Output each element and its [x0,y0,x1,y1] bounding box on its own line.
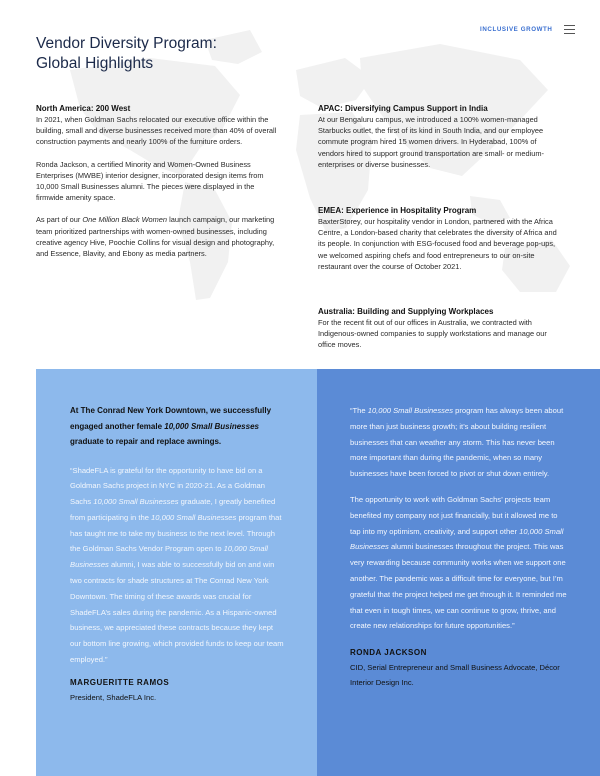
region-emea [318,205,558,272]
section-tag: INCLUSIVE GROWTH [480,26,553,33]
region-australia [318,306,558,351]
quote-paragraph: “The 10,000 Small Businesses program has always been about more than just business growth; it’s about building resilient businesses that can weather any storm. This has never been more important than during the pandemic, when so many businesses have been forced to pivot or shut down entirely. [350,406,564,479]
region-paragraph: For the recent fit out of our offices in Australia, we contracted with Indigenous-owned companies to supply workstations and manage our office moves. [318,318,547,350]
region-paragraph: As part of our One Million Black Women launch campaign, our marketing team prioritized partnerships with women-owned businesses, including creative agency Hive, Poochie Collins for visual design and photography, and Essence, Blavity, and Ebony as media partners. [36,215,275,259]
testimonial-panel-left [36,369,317,776]
region-heading: North America: 200 West [36,104,131,113]
testimonial-author-role: CID, Serial Entrepreneur and Small Business Advocate, Décor Interior Design Inc. [350,663,560,688]
testimonial-author-role: President, ShadeFLA Inc. [70,692,157,702]
panel-lead-text: At The Conrad New York Downtown, we successfully engaged another female 10,000 Small Businesses graduate to repair and replace awnings. [70,406,272,446]
testimonial-panel-right [317,369,600,776]
testimonial-quote [350,403,568,634]
region-north-america [36,103,282,259]
testimonial-author-name: MARGUERITTE RAMOS [70,677,170,687]
region-apac [318,103,558,170]
testimonial-quote: “ShadeFLA is grateful for the opportunity to have bid on a Goldman Sachs project in NYC in 2020-21. As a Goldman Sachs 10,000 Small Businesses graduate, I greatly benefited from participating in the 10,000 Small Businesses program that has taught me to take my business to the next level. Through the Goldman Sachs Vendor Program open to 10,000 Small Businesses alumni, I was able to successfully bid on and win two contracts for shade structures at The Conrad New York Downtown. The timing of these awards was crucial for ShadeFLA’s sales during the pandemic. As a Hispanic-owned business, we appreciated these contracts because they kept our bottom line growing, which provided funds to keep our team employed.” [70,465,284,665]
hamburger-menu-icon[interactable] [564,25,575,35]
region-paragraph: BaxterStorey, our hospitality vendor in London, partnered with the Africa Centre, a London-based charity that celebrates the diversity of Africa and its people. In conjunction with ESG-focused food and beverage pop-ups, we welcomed aspiring chefs and food entrepreneurs to our on-site restaurant over the course of October 2021. [318,217,557,271]
region-paragraph: At our Bengaluru campus, we introduced a 100% women-managed Starbucks outlet, the first of its kind in South India, and our employee commute program hired 15 women drivers. In Hyderabad, 100% of vendors hired to support ground transportation are small- or medium-enterprises or diverse businesses. [318,115,544,169]
region-heading: Australia: Building and Supplying Workplaces [318,307,494,316]
region-heading: APAC: Diversifying Campus Support in India [318,104,488,113]
quote-paragraph: The opportunity to work with Goldman Sachs’ projects team benefited my company not just financially, but it allowed me to tap into my optimism, creativity, and support other 10,000 Small Businesses alumni businesses throughout the project. This was very rewarding because community works when we support one another. The pandemic was a difficult time for everyone, but I’m grateful that the project helped me get through it. It reminded me that even in tough times, we can continue to grow, thrive, and create new relationships for future opportunities.” [350,494,567,631]
title-line-1: Vendor Diversity Program: [36,35,217,52]
region-paragraph: Ronda Jackson, a certified Minority and Women-Owned Business Enterprises (MWBE) interior designer, incorporated design items from 10,000 Small Businesses alumni. The pieces were displayed in the firmwide amenity space. [36,159,264,203]
region-paragraph: In 2021, when Goldman Sachs relocated our executive office within the building, small and diverse businesses received more than 40% of overall construction payments and nearly 100% of the furniture orders. [36,115,277,147]
region-heading: EMEA: Experience in Hospitality Program [318,206,477,215]
page-title [36,34,296,74]
testimonial-author-name: RONDA JACKSON [350,648,427,658]
title-line-2: Global Highlights [36,55,154,72]
